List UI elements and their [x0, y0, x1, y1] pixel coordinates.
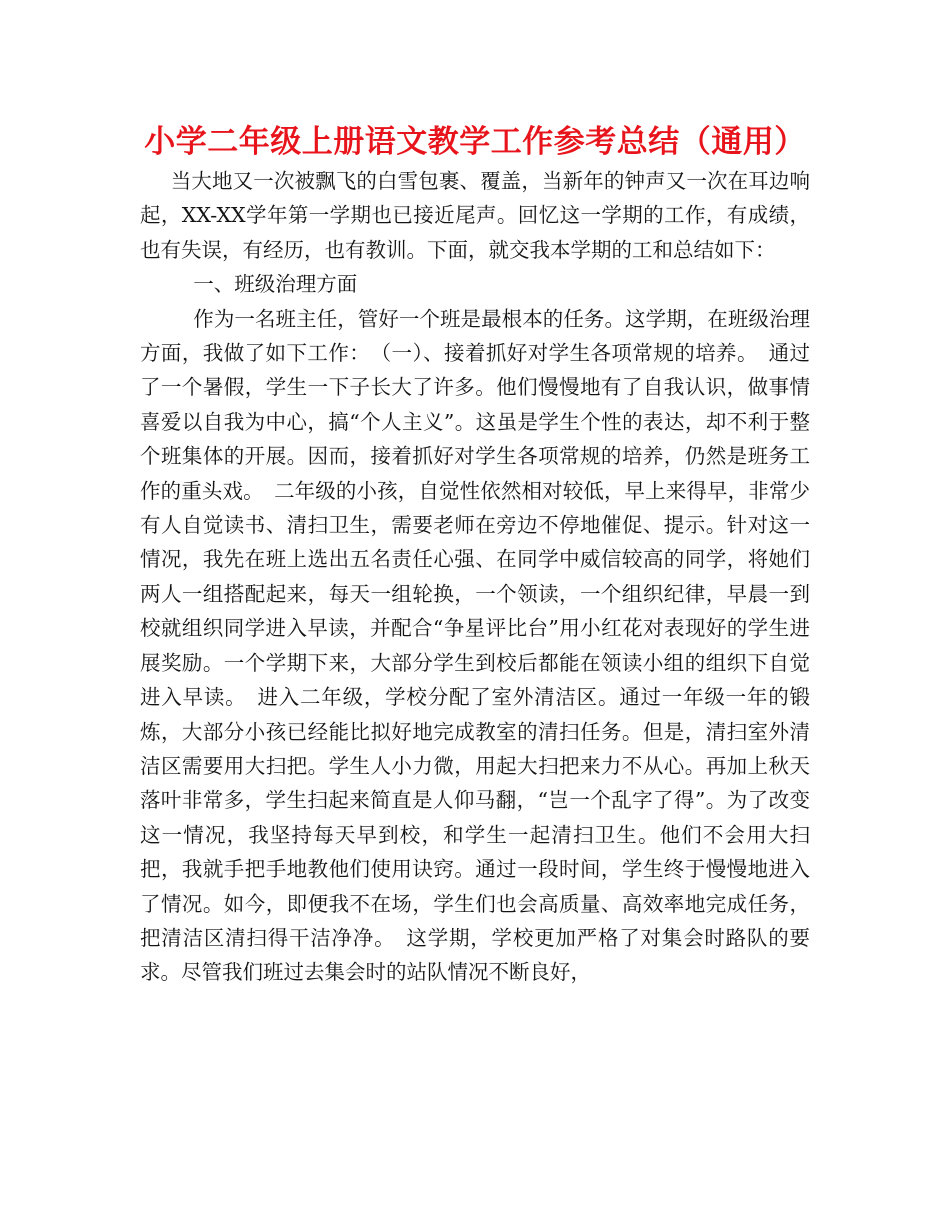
section-heading: 一、班级治理方面: [193, 272, 358, 297]
main-paragraph: 作为一名班主任，管好一个班是最根本的任务。这学期，在班级治理方面，我做了如下工作： （一）、接着抓好对学生各项常规的培养。 通过了一个暑假，学生一下子长大了许多。他们慢慢地有了自我认识，做事情喜爱以自我为中心，搞“个人主义”。这虽是学生个性的表达，却不利于整个班集体的开展。因而，接着抓好对学生各项常规的培养，仍然是班务工作的重头戏。 二年级的小孩，自觉性依然相对较低，早上来得早，非常少有人自觉读书、清扫卫生，需要老师在旁边不停地催促、提示。针对这一情况，我先在班上选出五名责任心强、在同学中威信较高的同学，将她们两人一组搭配起来，每天一组轮换，一个领读，一个组织纪律，早晨一到校就组织同学进入早读，并配合“争星评比台”用小红花对表现好的学生进展奖励。一个学期下来，大部分学生到校后都能在领读小组的组织下自觉进入早读。 进入二年级，学校分配了室外清洁区。通过一年级一年的锻炼，大部分小孩已经能比拟好地完成教室的清扫任务。但是，清扫室外清洁区需要用大扫把。学生人小力微，用起大扫把来力不从心。再加上秋天落叶非常多，学生扫起来简直是人仰马翻，“岂一个乱字了得”。为了改变这一情况，我坚持每天早到校，和学生一起清扫卫生。他们不会用大扫把，我就手把手地教他们使用诀窍。通过一段时间，学生终于慢慢地进入了情况。如今，即便我不在场，学生们也会高质量、高效率地完成任务，把清洁区清扫得干洁净净。 这学期，学校更加严格了对集会时路队的要求。尽管我们班过去集会时的站队情况不断良好，: [140, 306, 810, 985]
intro-paragraph: 当大地又一次被飘飞的白雪包裹、覆盖，当新年的钟声又一次在耳边响起，XX-XX学年第一学期也已接近尾声。回忆这一学期的工作，有成绩，也有失误，有经历，也有教训。下面，就交我本学期的工和总结如下：: [140, 169, 810, 262]
document-title: 小学二年级上册语文教学工作参考总结（通用）: [144, 124, 806, 160]
document-body: [140, 164, 810, 990]
